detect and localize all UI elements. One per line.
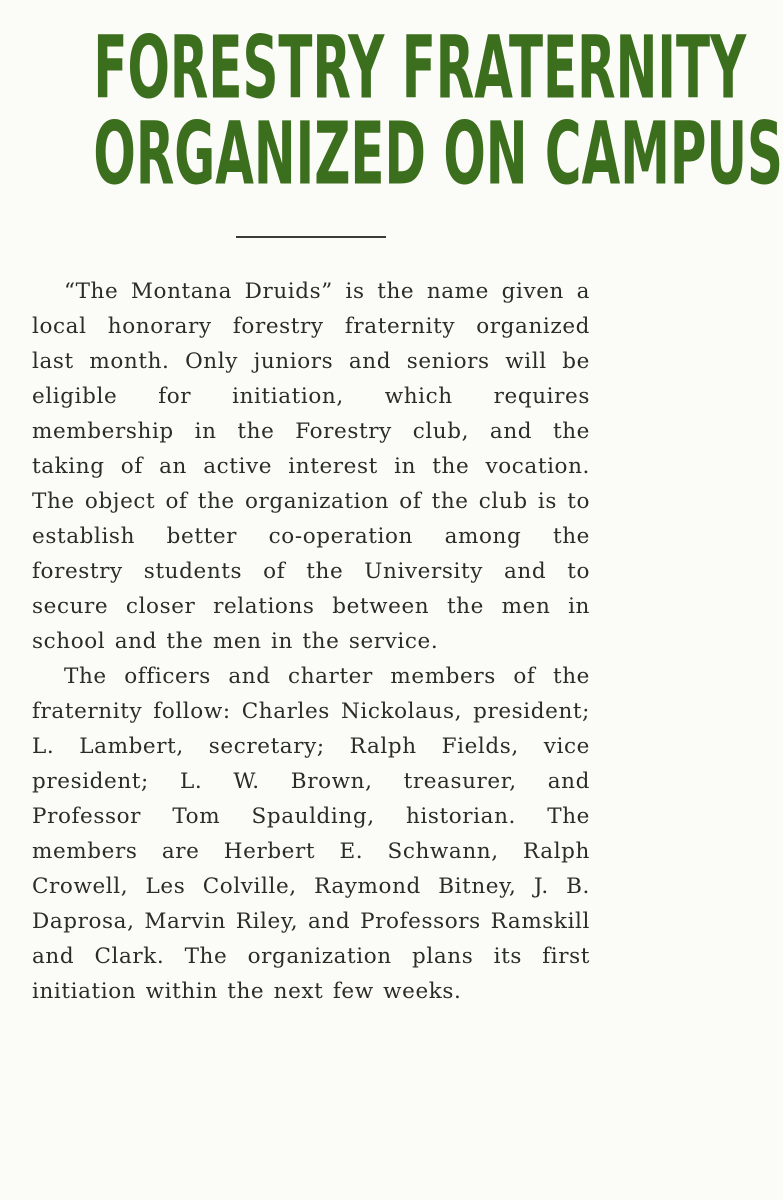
article-paragraph-2: The officers and charter members of the fraternity follow: Charles Nickolaus, president; L. Lambert, secretary; Ralph Fields, vice president; L. W. Brown, treasurer, and Professor Tom Spaulding, historian. The members are Herbert E. Schwann, Ralph Crowell, Les Colville, Raymond Bitney, J. B. Daprosa, Marvin Riley, and Professors Ramskill and Clark. The organization plans its first initiation within the next few weeks. xyxy=(32,664,590,1004)
headline xyxy=(32,19,783,205)
headline-divider xyxy=(236,236,386,238)
article-body xyxy=(32,274,590,1009)
article-paragraph-1: “The Montana Druids” is the name given a local honorary forestry fraternity organized last month. Only juniors and seniors will be eligible for initiation, which requires membership in the Forestry club, and the taking of an active interest in the vocation. The object of the organization of the club is to establish better co-operation among the forestry students of the University and to secure closer relations between the men in school and the men in the service. xyxy=(32,279,590,654)
headline-line-1: FORESTRY FRATERNITY xyxy=(93,19,747,119)
headline-line-2: ORGANIZED ON CAMPUS xyxy=(93,105,783,205)
